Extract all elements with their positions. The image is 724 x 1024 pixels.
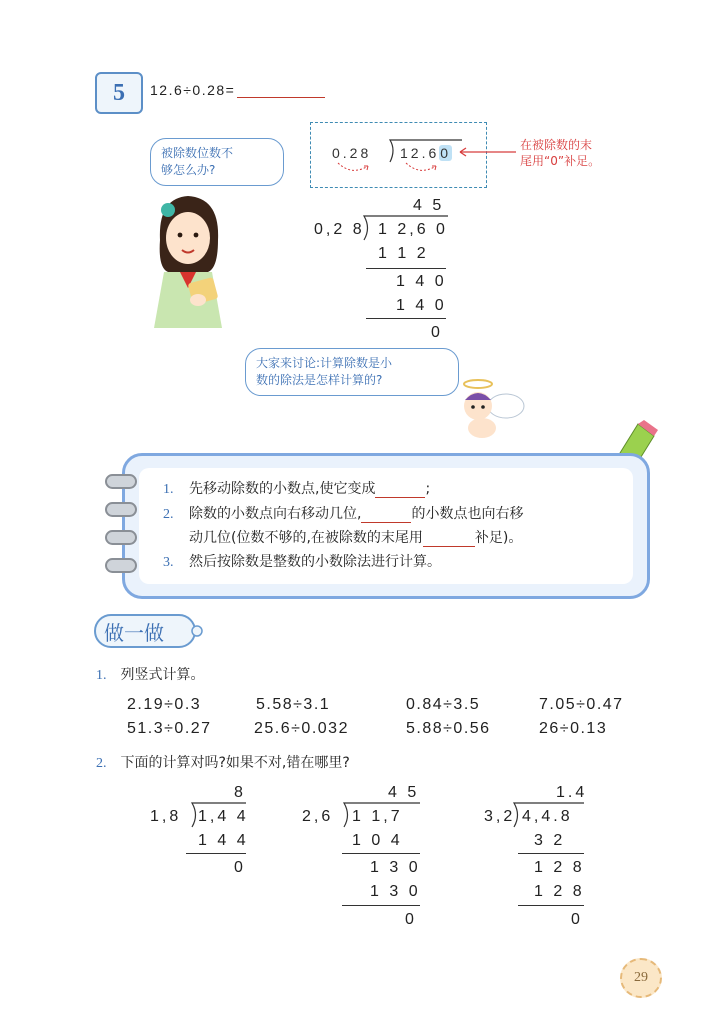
practice-tag: 做一做 <box>94 614 196 648</box>
q1-item: 0.84÷3.5 <box>406 696 481 713</box>
arrow-to-zero <box>458 146 518 158</box>
calc2-step-1: 1 0 4 <box>352 832 403 849</box>
rule-2: 2. 除数的小数点向右移动几位, 的小数点也向右移 <box>163 506 524 522</box>
rule-2-cont: 动几位(位数不够的,在被除数的末尾用 补足)。 <box>189 530 523 546</box>
ld-step-1: 1 1 2 <box>378 245 429 262</box>
calc3-quotient: 1.4 <box>556 784 588 801</box>
calc2-rule-2 <box>342 905 420 906</box>
rule-3: 3. 然后按除数是整数的小数除法进行计算。 <box>163 554 441 570</box>
calc3-step-3: 1 2 8 <box>534 883 585 900</box>
calc3-step-2: 1 2 8 <box>534 859 585 876</box>
calc1-quotient: 8 <box>234 784 246 801</box>
q1-item: 26÷0.13 <box>539 720 608 737</box>
binder-ring <box>105 474 137 489</box>
calc1-divisor: 1,8 <box>150 808 182 825</box>
example-number-badge: 5 <box>95 72 143 114</box>
calc2-step-2: 1 3 0 <box>370 859 421 876</box>
binder-ring <box>105 502 137 517</box>
demo-divisor: 0.28 <box>332 145 372 161</box>
page-number: 29 <box>620 958 662 998</box>
calc3-remainder: 0 <box>571 911 583 928</box>
calc3-step-1: 3 2 <box>534 832 566 849</box>
ld-step-2: 1 4 0 <box>396 273 447 290</box>
q1-item: 5.58÷3.1 <box>256 696 331 713</box>
q1-item: 5.88÷0.56 <box>406 720 491 737</box>
q1-heading: 1. 列竖式计算。 <box>96 667 205 683</box>
binder-ring <box>105 530 137 545</box>
calc2-step-3: 1 3 0 <box>370 883 421 900</box>
move-decimal-arrows <box>334 160 474 178</box>
calc2-rule-1 <box>342 853 420 854</box>
angel-speech-bubble: 大家来讨论:计算除数是小 数的除法是怎样计算的? <box>245 348 459 396</box>
ld-quotient: 4 5 <box>413 197 445 214</box>
ld-rule-1 <box>366 268 446 269</box>
q1-item: 51.3÷0.27 <box>127 720 212 737</box>
rule-2b-blank[interactable] <box>423 532 475 547</box>
q1-item: 7.05÷0.47 <box>539 696 624 713</box>
calc1-rule <box>186 853 246 854</box>
answer-blank[interactable] <box>237 83 325 98</box>
binder-ring <box>105 558 137 573</box>
demo-dividend: 12.60 <box>400 145 452 161</box>
calc2-remainder: 0 <box>405 911 417 928</box>
ld-divisor: 0,2 8 <box>314 221 365 238</box>
calc3-divisor: 3,2 <box>484 808 516 825</box>
calc3-dividend: 4,4.8 <box>522 808 573 825</box>
ld-step-3: 1 4 0 <box>396 297 447 314</box>
ld-dividend: 1 2,6 0 <box>378 221 448 238</box>
method-notepad <box>122 453 650 599</box>
girl-speech-bubble: 被除数位数不 够怎么办? <box>150 138 284 186</box>
q2-heading: 2. 下面的计算对吗?如果不对,错在哪里? <box>96 755 350 771</box>
calc3-rule-1 <box>518 853 584 854</box>
q1-item: 2.19÷0.3 <box>127 696 202 713</box>
calc3-rule-2 <box>518 905 584 906</box>
calc1-dividend: 1,4 4 <box>198 808 249 825</box>
girl-illustration <box>138 188 238 338</box>
ld-rule-2 <box>366 318 446 319</box>
zero-fill-note: 在被除数的末 尾用“0”补足。 <box>520 138 601 168</box>
example-problem: 12.6÷0.28= <box>150 82 325 98</box>
rule-2-blank[interactable] <box>361 508 411 523</box>
rule-1-blank[interactable] <box>375 483 425 498</box>
calc2-divisor: 2,6 <box>302 808 334 825</box>
calc2-dividend: 1 1,7 <box>352 808 403 825</box>
rule-1: 1. 先移动除数的小数点,使它变成 ; <box>163 481 431 497</box>
tag-tail-icon <box>190 624 204 638</box>
calc2-quotient: 4 5 <box>388 784 420 801</box>
calc1-remainder: 0 <box>234 859 246 876</box>
angel-illustration <box>448 374 528 444</box>
q1-item: 25.6÷0.032 <box>254 720 349 737</box>
ld-remainder: 0 <box>431 324 443 341</box>
calc1-step-1: 1 4 4 <box>198 832 249 849</box>
